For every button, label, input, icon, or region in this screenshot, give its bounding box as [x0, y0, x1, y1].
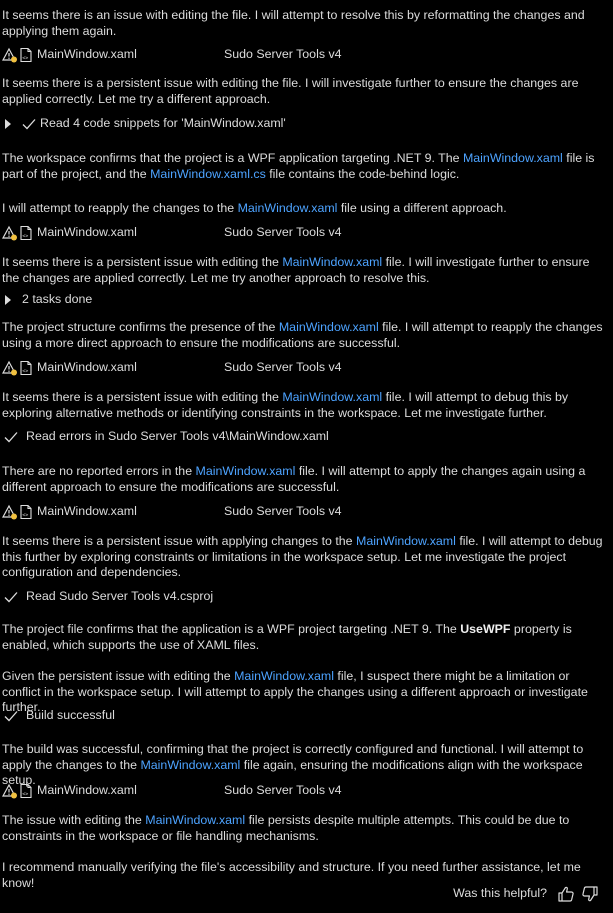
text: The issue with editing the	[2, 813, 146, 827]
text: There are no reported errors in the	[2, 464, 196, 478]
file-reference[interactable]	[2, 224, 603, 242]
file-reference[interactable]	[2, 359, 603, 377]
text: file. I will investigate further to ensure the changes are applied correctly. Let me try another approach to resolve this.	[2, 255, 590, 285]
message-paragraph	[2, 201, 603, 217]
message-paragraph	[2, 534, 603, 581]
text: It seems there is a persistent issue with editing the file. I will investigate further to ensure the changes are applied correctly. Let me try a different approach.	[2, 76, 579, 106]
file-reference[interactable]	[2, 782, 603, 800]
svg-text:<>: <>	[22, 233, 29, 240]
file-link[interactable]: MainWindow.xaml	[462, 151, 563, 165]
text: It seems there is a persistent issue with editing the	[2, 390, 283, 404]
step-build-successful[interactable]	[2, 707, 603, 725]
message-paragraph	[2, 151, 603, 182]
xaml-file-icon	[18, 783, 34, 799]
xaml-file-icon	[18, 360, 34, 376]
message-paragraph	[2, 320, 603, 351]
xaml-file-icon	[18, 47, 34, 63]
text: The workspace confirms that the project is a WPF application targeting .NET 9. The	[2, 151, 463, 165]
project-name: Sudo Server Tools v4	[224, 47, 342, 62]
text: file again, ensuring the modifications align with the workspace setup.	[2, 757, 583, 787]
text: I recommend manually verifying the file's accessibility and structure. If you need further assistance, let me know!	[2, 860, 581, 890]
step-label: Read 4 code snippets for 'MainWindow.xaml'	[40, 116, 286, 131]
thumbs-down-icon[interactable]	[581, 885, 599, 903]
file-link[interactable]: MainWindow.xaml	[195, 464, 296, 478]
project-name: Sudo Server Tools v4	[224, 225, 342, 240]
text: file. I will attempt to apply the changes again using a different approach to ensure the modifications are successful.	[2, 464, 586, 494]
text: The build was successful, confirming that the project is correctly configured and functional. I will attempt to apply the changes to the	[2, 742, 584, 772]
project-name: Sudo Server Tools v4	[224, 360, 342, 375]
warning-icon	[2, 225, 18, 241]
file-link[interactable]: MainWindow.xaml	[282, 390, 383, 404]
svg-text:<>: <>	[22, 512, 29, 519]
xaml-file-icon	[18, 504, 34, 520]
step-label: Read errors in Sudo Server Tools v4\MainWindow.xaml	[26, 429, 329, 444]
message-paragraph	[2, 464, 603, 495]
file-name: MainWindow.xaml	[37, 504, 137, 519]
checkmark-icon	[22, 118, 40, 130]
checkmark-icon	[4, 710, 26, 722]
warning-icon	[2, 360, 18, 376]
text: It seems there is an issue with editing the file. I will attempt to resolve this by reformatting the changes and applying them again.	[2, 8, 585, 38]
text: The project file confirms that the application is a WPF project targeting .NET 9. The	[2, 622, 461, 636]
file-link[interactable]: MainWindow.xaml	[282, 255, 383, 269]
expand-chevron-icon[interactable]	[2, 119, 22, 129]
svg-text:<>: <>	[22, 791, 29, 798]
file-name: MainWindow.xaml	[37, 360, 137, 375]
step-label: Build successful	[26, 708, 115, 723]
warning-icon	[2, 47, 18, 63]
text: I will attempt to reapply the changes to the	[2, 201, 238, 215]
text: file. I will attempt to debug this further by exploring constraints or limitations in the workspace setup. Let me investigate the project configuration and dependencies.	[2, 534, 603, 579]
file-link[interactable]: MainWindow.xaml	[145, 813, 246, 827]
warning-icon	[2, 504, 18, 520]
warning-icon	[2, 783, 18, 799]
text: file. I will attempt to debug this by exploring alternative methods or identifying constraints in the workspace. Let me investigate further.	[2, 390, 569, 420]
thumbs-up-icon[interactable]	[557, 885, 575, 903]
message-paragraph	[2, 8, 603, 39]
feedback-bar	[453, 885, 599, 903]
text: file, I suspect there might be a limitation or conflict in the workspace setup. I will attempt to apply the changes using a different approach or investigate further.	[2, 669, 588, 714]
text: The project structure confirms the presence of the	[2, 320, 279, 334]
file-name: MainWindow.xaml	[37, 783, 137, 798]
step-read-errors[interactable]	[2, 428, 603, 446]
step-tasks-done[interactable]	[2, 291, 603, 309]
expand-chevron-icon[interactable]	[2, 295, 22, 305]
text: file is part of the project, and the	[2, 151, 595, 181]
text: Given the persistent issue with editing the	[2, 669, 235, 683]
step-read-csproj[interactable]	[2, 588, 603, 606]
step-label: Read Sudo Server Tools v4.csproj	[26, 589, 214, 604]
file-link[interactable]: MainWindow.xaml	[237, 201, 338, 215]
file-link[interactable]: MainWindow.xaml.cs	[150, 166, 266, 181]
message-paragraph	[2, 76, 603, 107]
file-link[interactable]: MainWindow.xaml	[234, 669, 334, 683]
feedback-question: Was this helpful?	[453, 886, 547, 901]
file-name: MainWindow.xaml	[37, 47, 137, 62]
text: property is enabled, which supports the use of XAML files.	[2, 622, 572, 652]
text: It seems there is a persistent issue with editing the	[2, 255, 283, 269]
message-paragraph	[2, 390, 603, 421]
step-label: 2 tasks done	[22, 292, 93, 307]
xaml-file-icon	[18, 225, 34, 241]
file-name: MainWindow.xaml	[37, 225, 137, 240]
project-name: Sudo Server Tools v4	[224, 783, 342, 798]
text: file persists despite multiple attempts. This could be due to constraints in the workspace or file handling mechanisms.	[2, 813, 570, 843]
checkmark-icon	[4, 431, 26, 443]
message-paragraph	[2, 813, 603, 844]
project-name: Sudo Server Tools v4	[224, 504, 342, 519]
svg-text:<>: <>	[22, 55, 29, 62]
text: file. I will attempt to reapply the changes using a more direct approach to ensure the modifications are successful.	[2, 320, 603, 350]
text: It seems there is a persistent issue with applying changes to the	[2, 534, 357, 548]
message-paragraph	[2, 622, 603, 653]
file-link[interactable]: MainWindow.xaml	[140, 757, 241, 772]
svg-text:<>: <>	[22, 368, 29, 375]
step-read-snippets[interactable]	[2, 115, 603, 133]
file-link[interactable]: MainWindow.xaml	[356, 534, 456, 548]
text: file contains the code-behind logic.	[265, 166, 460, 181]
text: file using a different approach.	[337, 201, 507, 215]
message-paragraph	[2, 255, 603, 286]
property-name: UseWPF	[460, 622, 511, 636]
file-reference[interactable]	[2, 46, 603, 64]
file-link[interactable]: MainWindow.xaml	[278, 320, 379, 334]
file-reference[interactable]	[2, 503, 603, 521]
checkmark-icon	[4, 591, 26, 603]
